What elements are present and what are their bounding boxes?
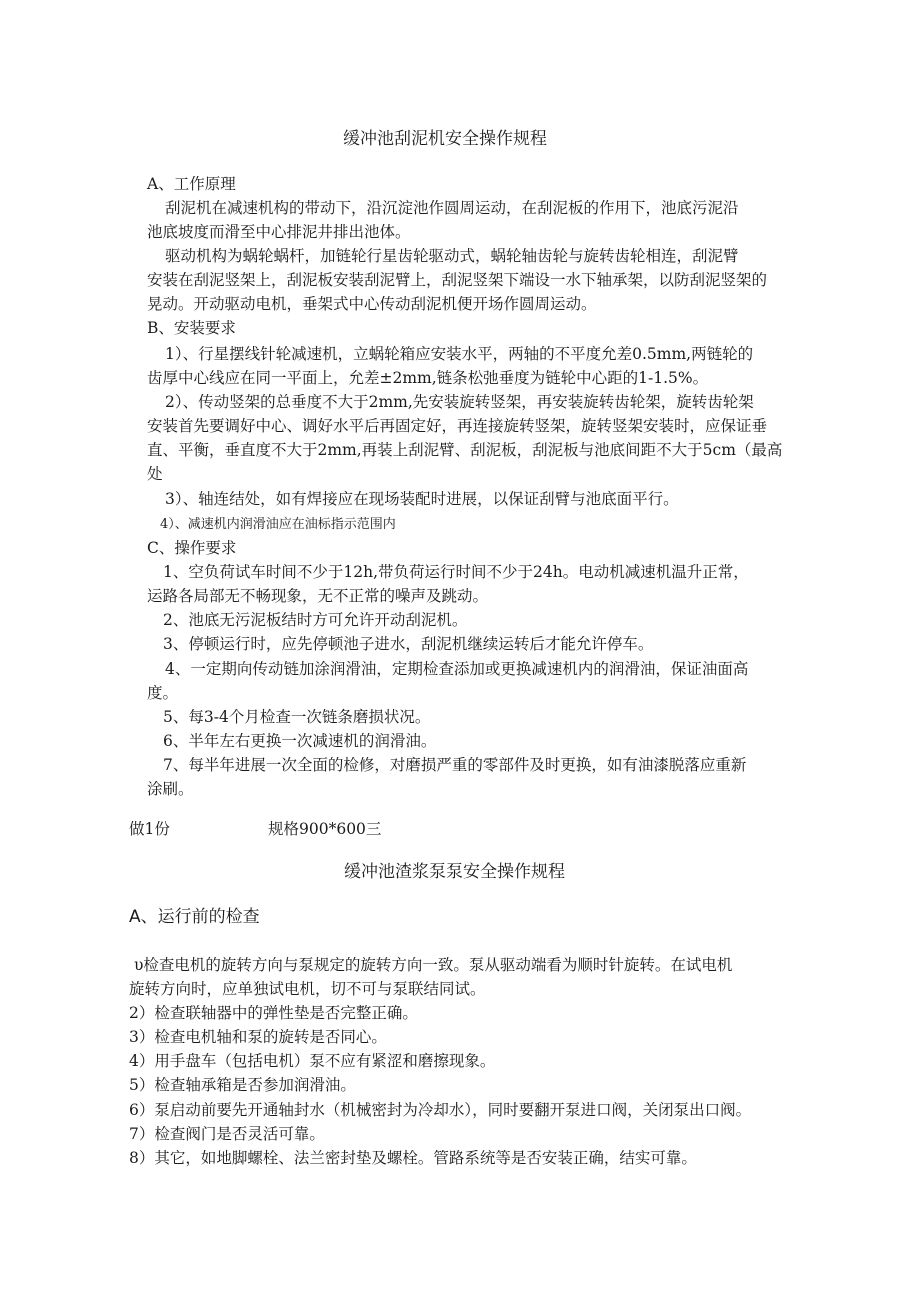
doc1-section-c-line: 度。: [147, 684, 179, 702]
doc1-section-c-line: 运路各局部无不畅现象，无不正常的噪声及跳动。: [147, 587, 489, 605]
doc2-section-a-line: υ检查电机的旋转方向与泵规定的旋转方向一致。泵从驱动端看为顺时针旋转。在试电机: [134, 956, 733, 974]
doc1-title: 缓冲池刮泥机安全操作规程: [343, 129, 547, 149]
doc1-section-c-line: 4、一定期向传动链加涂润滑油，定期检查添加或更换减速机内的润滑油，保证油面高: [165, 660, 749, 678]
doc1-section-c-line: 5、每3-4个月检查一次链条磨损状况。: [163, 708, 431, 726]
doc1-section-c-line: 涂刷。: [147, 780, 194, 798]
doc1-section-a-heading: A、工作原理: [147, 175, 236, 193]
doc1-section-a-line: 晃动。开动驱动电机，垂架式中心传动刮泥机便开场作圆周运动。: [147, 295, 597, 313]
doc2-section-a-line: 旋转方向时，应单独试电机，切不可与泵联结同试。: [129, 980, 486, 998]
doc1-section-b-line: 直、平衡，垂直度不大于2mm,再装上刮泥臂、刮泥板，刮泥板与池底间距不大于5cm（最高: [147, 441, 783, 459]
footer-quantity: 做1份: [129, 820, 170, 838]
doc1-section-b-heading: B、安装要求: [147, 319, 236, 337]
doc1-section-c-line: 7、每半年进展一次全面的检修，对磨损严重的零部件及时更换，如有油漆脱落应重新: [163, 756, 747, 774]
doc2-section-a-heading: A、运行前的检查: [129, 907, 260, 927]
doc1-section-b-line: 3）、轴连结处，如有焊接应在现场装配时进展，以保证刮臂与池底面平行。: [165, 490, 679, 508]
doc2-section-a-line: 2）检查联轴器中的弹性垫是否完整正确。: [129, 1004, 418, 1022]
doc1-section-c-heading: C、操作要求: [147, 539, 237, 557]
doc1-section-b-line: 处: [147, 465, 163, 483]
doc1-section-b-line: 齿厚中心线应在同一平面上，允差±2mm,链条松弛垂度为链轮中心距的1-1.5%。: [147, 369, 709, 387]
doc2-section-a-line: 8）其它，如地脚螺栓、法兰密封垫及螺栓。管路系统等是否安装正确，结实可靠。: [129, 1149, 697, 1167]
doc1-section-c-line: 1、空负荷试车时间不少于12h,带负荷运行时间不少于24h。电动机减速机温升正常，: [163, 563, 749, 581]
doc1-section-b-line: 安装首先要调好中心、调好水平后再固定好，再连接旋转竖架，旋转竖架安装时，应保证垂: [147, 417, 768, 435]
doc1-section-a-line: 刮泥机在减速机构的带动下，沿沉淀池作圆周运动，在刮泥板的作用下，池底污泥沿: [165, 199, 739, 217]
doc1-section-a-line: 安装在刮泥竖架上，刮泥板安装刮泥臂上，刮泥竖架下端设一水下轴承架，以防刮泥竖架的: [147, 271, 768, 289]
doc1-section-b-line: 1）、行星摆线针轮减速机，立蜗轮箱应安装水平，两轴的不平度允差0.5mm,两链轮的: [165, 345, 754, 363]
doc1-section-b-line: 2）、传动竖架的总垂度不大于2mm,先安装旋转竖架，再安装旋转齿轮架，旋转齿轮架: [165, 393, 754, 411]
doc1-section-a-line: 池底坡度而滑至中心排泥井排出池体。: [147, 223, 411, 241]
doc1-section-c-line: 2、池底无污泥板结时方可允许开动刮泥机。: [163, 611, 468, 629]
doc1-section-a-line: 驱动机构为蜗轮蜗杆，加链轮行星齿轮驱动式，蜗轮轴齿轮与旋转齿轮相连，刮泥臂: [165, 247, 739, 265]
doc1-section-c-line: 3、停顿运行时，应先停顿池子进水，刮泥机继续运转后才能允许停车。: [163, 635, 654, 653]
doc2-section-a-line: 7）检查阀门是否灵活可靠。: [129, 1125, 325, 1143]
doc1-section-c-line: 6、半年左右更换一次减速机的润滑油。: [163, 732, 437, 750]
doc2-section-a-line: 3）检查电机轴和泵的旋转是否同心。: [129, 1028, 387, 1046]
doc2-title: 缓冲池渣浆泵泵安全操作规程: [344, 862, 565, 882]
doc2-section-a-line: 5）检查轴承箱是否参加润滑油。: [129, 1076, 356, 1094]
doc1-section-b-line: 4）、减速机内润滑油应在油标指示范围内: [160, 517, 396, 532]
doc2-section-a-line: 6）泵启动前要先开通轴封水（机械密封为冷却水），同时要翻开泵进口阀，关闭泵出口阀。: [129, 1101, 752, 1119]
footer-spec: 规格900*600三: [268, 820, 382, 838]
doc2-section-a-line: 4）用手盘车（包括电机）泵不应有紧涩和磨擦现象。: [129, 1052, 496, 1070]
